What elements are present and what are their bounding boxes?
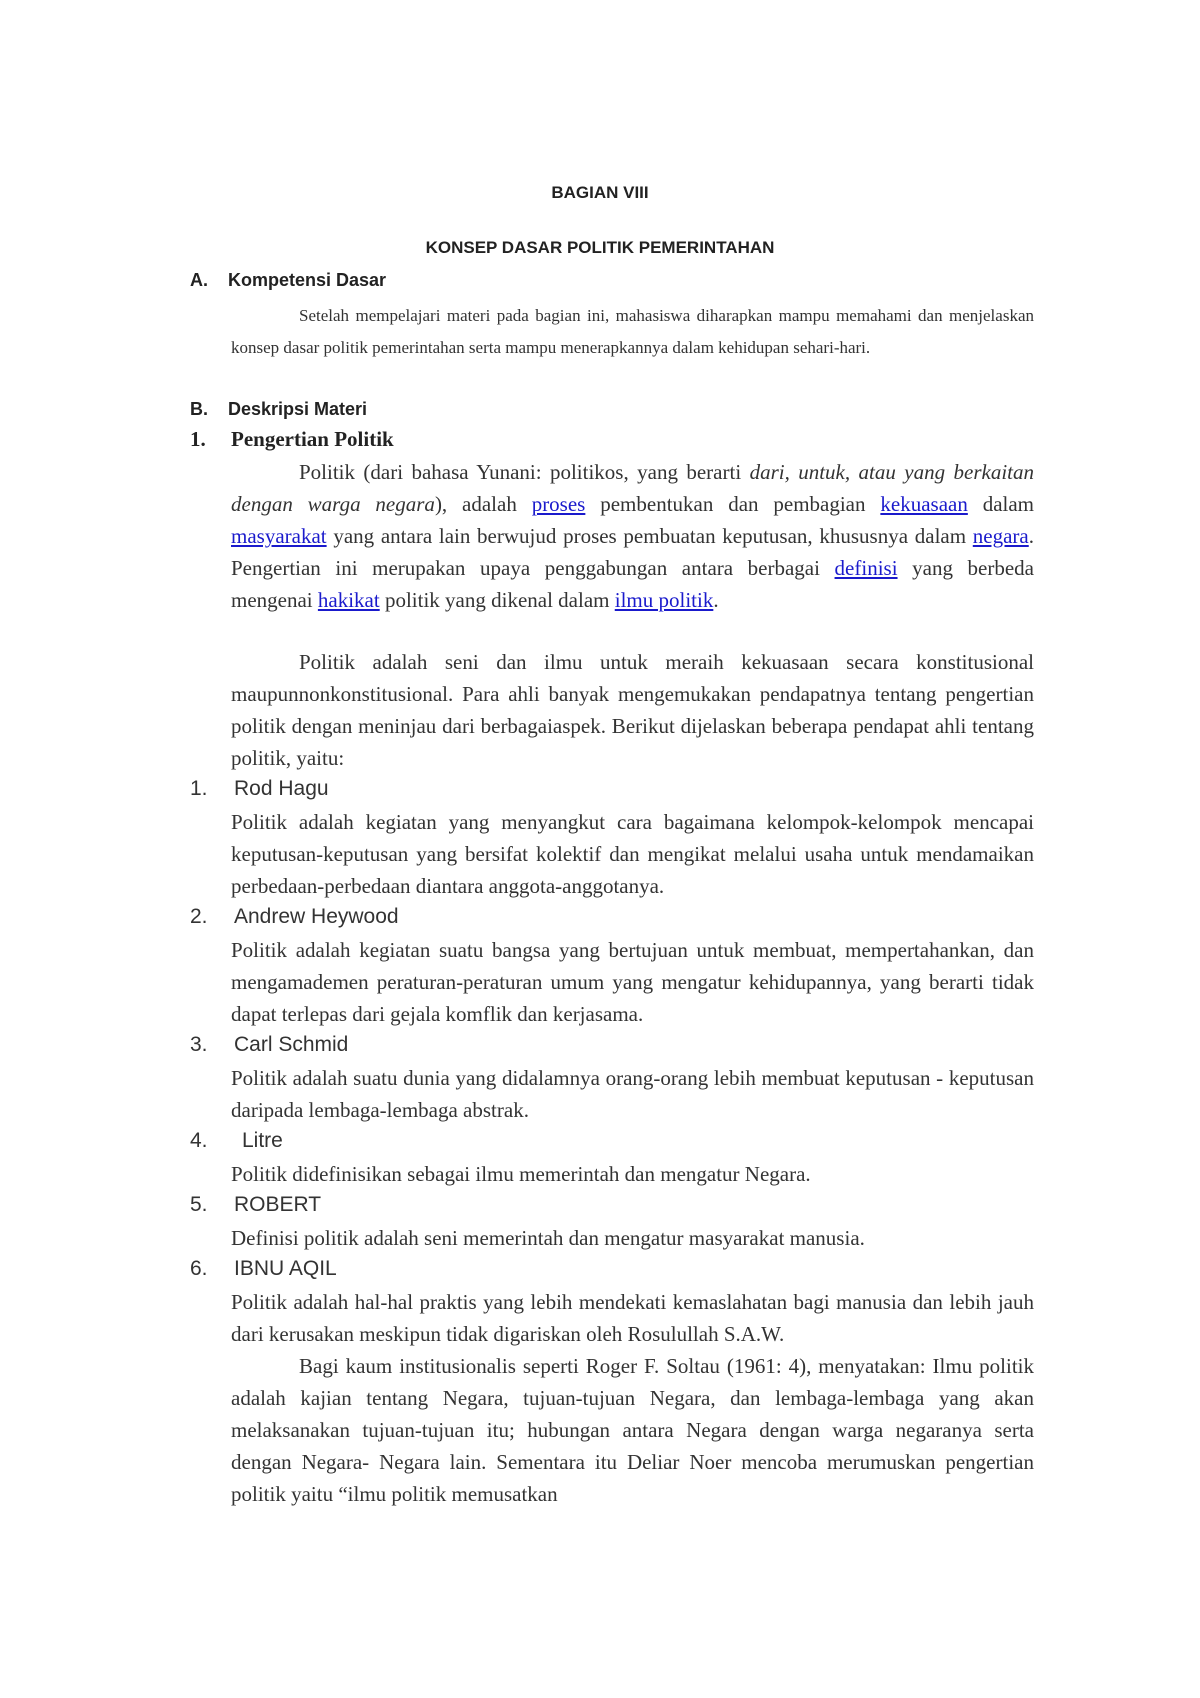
link-proses[interactable]: proses	[531, 492, 586, 516]
paragraph-seni-dan-ilmu: Politik adalah seni dan ilmu untuk meraih kekuasaan secara konstitusional maupunnonkonstitusional. Para ahli banyak mengemukakan pendapatnya tentang pengertian politik dengan meninjau dari berbagaiaspek. Berikut dijelaskan beberapa pendapat ahli tentang politik, yaitu:	[231, 650, 1034, 770]
expert-1-name: Rod Hagu	[234, 777, 329, 800]
expert-6-name: IBNU AQIL	[234, 1257, 337, 1280]
expert-2-heading: 2. Andrew Heywood	[190, 905, 399, 928]
expert-4-name: Litre	[242, 1129, 283, 1152]
expert-2-name: Andrew Heywood	[234, 905, 399, 928]
expert-4-heading: 4. Litre	[190, 1129, 283, 1152]
expert-6-heading: 6. IBNU AQIL	[190, 1257, 337, 1280]
section-a-heading	[190, 270, 386, 291]
link-hakikat[interactable]: hakikat	[317, 588, 380, 612]
section-a-title: Kompetensi Dasar	[228, 270, 387, 290]
expert-1-text: Politik adalah kegiatan yang menyangkut cara bagaimana kelompok-kelompok mencapai keputusan-keputusan yang bersifat kolektif dan mengikat melalui usaha untuk mendamaikan perbedaan-perbedaan diantara anggota-anggotanya.	[231, 810, 1034, 898]
link-ilmu-politik[interactable]: ilmu politik	[614, 588, 714, 612]
expert-6-text: Politik adalah hal-hal praktis yang lebih mendekati kemaslahatan bagi manusia dan lebih jauh dari kerusakan meskipun tidak digariskan oleh Rosulullah S.A.W.	[231, 1290, 1034, 1346]
link-masyarakat[interactable]: masyarakat	[231, 524, 327, 548]
paragraph-politik-definition: Politik (dari bahasa Yunani: politikos, yang berarti dari, untuk, atau yang berkaitan dengan warga negara), adalah proses pembentukan dan pembagian kekuasaan dalam masyarakat yang antara lain berwujud proses pembuatan keputusan, khususnya dalam negara. Pengertian ini merupakan upaya penggabungan antara berbagai definisi yang berbeda mengenai hakikat politik yang dikenal dalam ilmu politik.	[231, 460, 1035, 612]
section-a-marker: A.	[190, 270, 208, 290]
expert-4-text: Politik didefinisikan sebagai ilmu memerintah dan mengatur Negara.	[231, 1162, 811, 1186]
subsection-1-title: Pengertian Politik	[231, 427, 394, 451]
expert-3-heading: 3. Carl Schmid	[190, 1033, 349, 1056]
link-definisi[interactable]: definisi	[834, 556, 898, 580]
expert-3-text: Politik adalah suatu dunia yang didalamnya orang-orang lebih membuat keputusan - keputusan daripada lembaga-lembaga abstrak.	[231, 1066, 1034, 1122]
expert-3-name: Carl Schmid	[234, 1033, 349, 1056]
subsection-1-marker: 1.	[190, 427, 206, 451]
paragraph-institusionalis: Bagi kaum institusionalis seperti Roger F. Soltau (1961: 4), menyatakan: Ilmu politik adalah kajian tentang Negara, tujuan-tujuan Negara, dan lembaga-lembaga yang akan melaksanakan tujuan-tujuan itu; hubungan antara Negara dengan warga negaranya serta dengan Negara- Negara lain. Sementara itu Deliar Noer mencoba merumuskan pengertian politik yaitu “ilmu politik memusatkan	[231, 1354, 1034, 1506]
expert-1-heading: 1. Rod Hagu	[190, 777, 329, 800]
expert-5-name: ROBERT	[234, 1193, 322, 1216]
section-b-marker: B.	[190, 399, 208, 419]
section-b-title: Deskripsi Materi	[228, 399, 368, 419]
section-a-text: Setelah mempelajari materi pada bagian ini, mahasiswa diharapkan mampu memahami dan menjelaskan konsep dasar politik pemerintahan serta mampu menerapkannya dalam kehidupan sehari-hari.	[231, 306, 1034, 357]
chapter-title: BAGIAN VIII	[551, 183, 649, 202]
italic-phrase: dari, untuk, atau yang berkaitan dengan warga negara	[231, 460, 1034, 516]
link-kekuasaan[interactable]: kekuasaan	[880, 492, 968, 516]
expert-5-text: Definisi politik adalah seni memerintah dan mengatur masyarakat manusia.	[231, 1226, 865, 1250]
expert-5-heading: 5. ROBERT	[190, 1193, 322, 1216]
chapter-subtitle: KONSEP DASAR POLITIK PEMERINTAHAN	[425, 238, 775, 257]
expert-2-text: Politik adalah kegiatan suatu bangsa yang bertujuan untuk membuat, mempertahankan, dan mengamademen peraturan-peraturan umum yang mengatur kehidupannya, yang berarti tidak dapat terlepas dari gejala komflik dan kerjasama.	[231, 938, 1034, 1026]
subsection-1-heading	[190, 427, 394, 452]
link-negara[interactable]: negara	[972, 524, 1029, 548]
section-b-heading	[190, 399, 367, 420]
